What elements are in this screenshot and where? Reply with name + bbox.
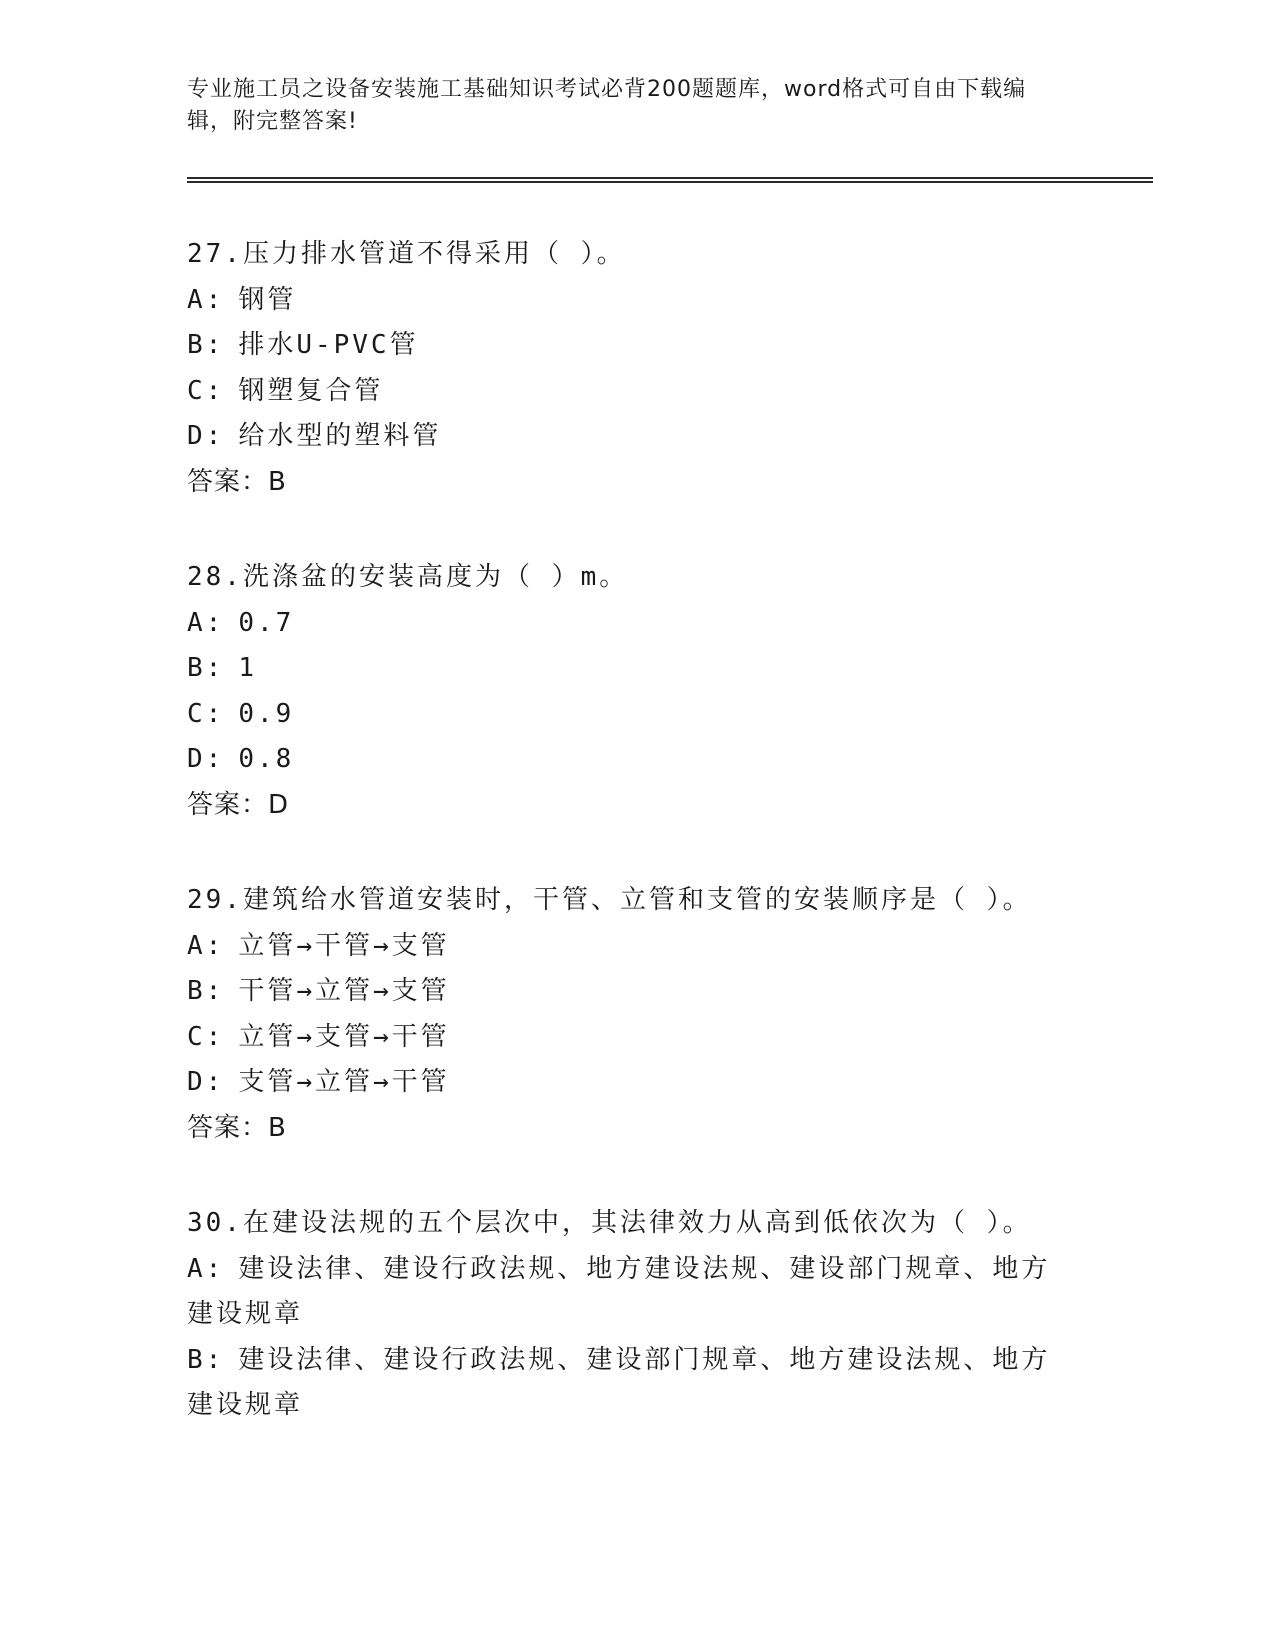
option-text: 建设法律、建设行政法规、建设部门规章、地方建设法规、地方建设规章: [187, 1344, 1051, 1420]
option-a: [187, 1247, 1077, 1338]
answer: 答案：D: [187, 789, 290, 820]
question-stem: 30.在建设法规的五个层次中，其法律效力从高到低依次为（ ）。: [187, 1208, 1032, 1238]
option-letter: A:: [187, 930, 225, 961]
answer: 答案：B: [187, 1112, 287, 1143]
question-27: [187, 232, 1087, 505]
option-letter: B:: [187, 976, 225, 1006]
option-a: [187, 924, 1087, 970]
question-stem: 27.压力排水管道不得采用（ ）。: [187, 239, 626, 269]
option-text: 0.7: [238, 607, 295, 638]
option-letter: B:: [187, 1344, 225, 1375]
option-text: 支管→立管→干管: [238, 1067, 450, 1097]
option-a: [187, 278, 1087, 324]
option-text: 给水型的塑料管: [238, 421, 442, 451]
option-b: [187, 646, 1087, 692]
option-letter: C:: [187, 375, 225, 406]
option-c: [187, 692, 1087, 738]
question-30: [187, 1201, 1087, 1429]
option-b: [187, 323, 1087, 369]
answer: 答案：B: [187, 466, 287, 497]
option-text: 排水U-PVC管: [238, 330, 419, 360]
option-letter: C:: [187, 1021, 225, 1052]
option-letter: D:: [187, 744, 225, 774]
option-a: [187, 601, 1087, 647]
question-29: [187, 878, 1087, 1151]
header-double-rule: [187, 177, 1153, 183]
option-text: 1: [238, 653, 257, 683]
question-28: [187, 555, 1087, 828]
option-text: 立管→干管→支管: [238, 930, 450, 961]
option-letter: B:: [187, 330, 225, 360]
option-d: [187, 737, 1087, 783]
question-stem: 28.洗涤盆的安装高度为（ ）m。: [187, 562, 629, 592]
option-text: 立管→支管→干管: [238, 1021, 450, 1052]
option-letter: D:: [187, 1067, 225, 1097]
option-c: [187, 1015, 1087, 1061]
option-b: [187, 1338, 1077, 1429]
option-letter: A:: [187, 607, 225, 638]
option-text: 钢管: [238, 284, 297, 315]
document-header: 专业施工员之设备安装施工基础知识考试必背200题题库，word格式可自由下载编辑，附完整答案!: [187, 77, 1027, 134]
option-text: 干管→立管→支管: [238, 976, 450, 1006]
question-list: [187, 232, 1087, 1479]
option-letter: C:: [187, 698, 225, 729]
option-text: 0.9: [238, 698, 295, 729]
option-text: 钢塑复合管: [238, 375, 384, 406]
option-letter: D:: [187, 421, 225, 451]
option-d: [187, 1060, 1087, 1106]
option-d: [187, 414, 1087, 460]
option-letter: A:: [187, 284, 225, 315]
option-letter: A:: [187, 1253, 225, 1284]
option-c: [187, 369, 1087, 415]
option-letter: B:: [187, 653, 225, 683]
option-text: 建设法律、建设行政法规、地方建设法规、建设部门规章、地方建设规章: [187, 1253, 1051, 1329]
option-b: [187, 969, 1087, 1015]
option-text: 0.8: [238, 744, 295, 774]
question-stem: 29.建筑给水管道安装时，干管、立管和支管的安装顺序是（ ）。: [187, 885, 1032, 915]
